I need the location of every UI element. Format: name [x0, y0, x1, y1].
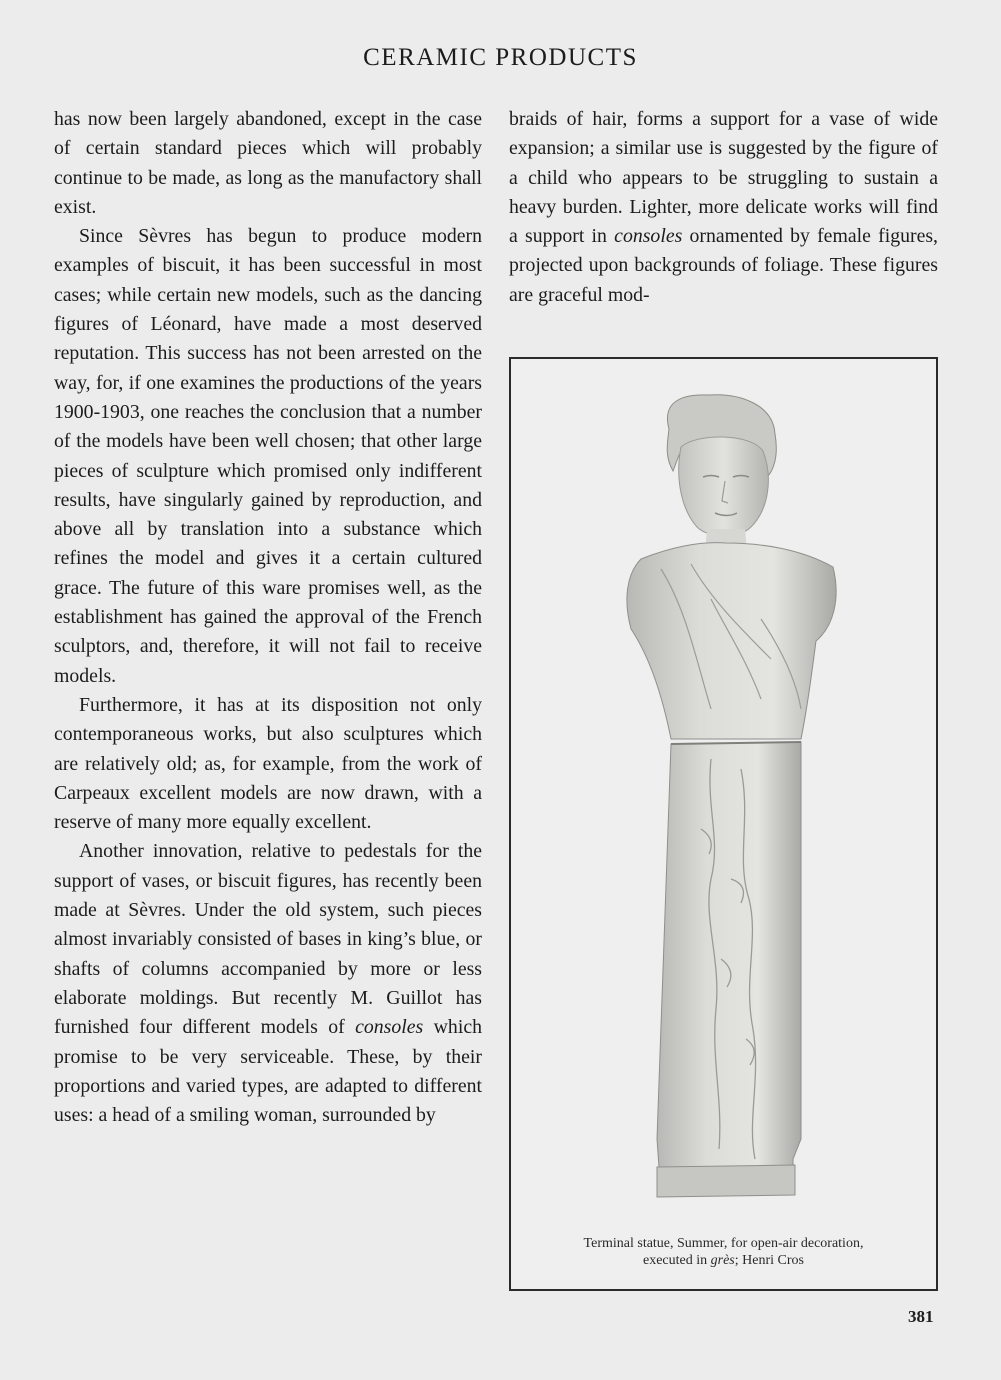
- paragraph-furthermore: Furthermore, it has at its disposition not only contemporaneous works, but also sculptures which are relatively old; as, for example, from the work of Carpeaux excellent models are now drawn, with a reserve of many more equally excellent.: [54, 693, 482, 834]
- paragraph-pedestals: [54, 837, 482, 1130]
- caption-line-2-emphasis: grès: [710, 1253, 735, 1268]
- statue-bust: [627, 543, 836, 739]
- right-column: [509, 105, 938, 310]
- paragraph-consoles: [509, 105, 938, 310]
- figure-caption: [521, 1235, 926, 1269]
- statue-head: [679, 437, 769, 536]
- paragraph-pedestals-emphasis: consoles: [355, 1016, 424, 1039]
- page-number: 381: [908, 1307, 934, 1326]
- paragraph-pedestals-part-a: Another innovation, relative to pedestals for the support of vases, or biscuit figures, has recently been made at Sèvres. Under the old system, such pieces almost invariably consisted of bases in king’s blue, or shafts of columns accompanied by more or less elaborate moldings. But recently M. Guillot has furnished four different models of: [54, 840, 482, 1039]
- statue-base: [657, 1165, 795, 1197]
- caption-line-2: [521, 1252, 926, 1269]
- paragraph-pedestals-part-b: which promise to be very serviceable. These, by their proportions and varied types, are adapted to different uses: a head of a smiling woman, surrounded by: [54, 1016, 482, 1127]
- caption-line-1: Terminal statue, Summer, for open-air decoration,: [583, 1236, 864, 1251]
- caption-line-2-part-a: executed in: [643, 1253, 711, 1268]
- paragraph-consoles-part-a: braids of hair, forms a support for a vase of wide expansion; a similar use is suggested by the figure of a child who appears to be struggling to sustain a heavy burden. Lighter, more delicate works will find a support in: [509, 108, 938, 248]
- paragraph-consoles-part-b: ornamented by female figures, projected upon backgrounds of foliage. These figures are graceful mod-: [509, 225, 938, 306]
- caption-line-2-part-b: ; Henri Cros: [734, 1253, 804, 1268]
- paragraph-consoles-emphasis: consoles: [614, 225, 683, 248]
- statue-illustration: [511, 359, 936, 1229]
- running-head: CERAMIC PRODUCTS: [363, 44, 638, 71]
- paragraph-continuation: has now been largely abandoned, except in the case of certain standard pieces which will probably continue to be made, as long as the manufactory shall exist.: [54, 108, 482, 218]
- figure-frame: [509, 357, 938, 1291]
- left-column: [54, 105, 482, 1130]
- paragraph-sevres-biscuit: Since Sèvres has begun to produce modern examples of biscuit, it has been successful in most cases; while certain new models, such as the dancing figures of Léonard, have made a most deserved reputation. This success has not been arrested on the way, for, if one examines the productions of the years 1900-1903, one reaches the conclusion that a number of the models have been well chosen; that other large pieces of sculpture which promised only indifferent results, have singularly gained by reproduction, and above all by translation into a substance which refines the model and gives it a certain cultured grace. The future of this ware promises well, as the establishment has gained the approval of the French sculptors, and, therefore, it will not fail to receive models.: [54, 225, 482, 687]
